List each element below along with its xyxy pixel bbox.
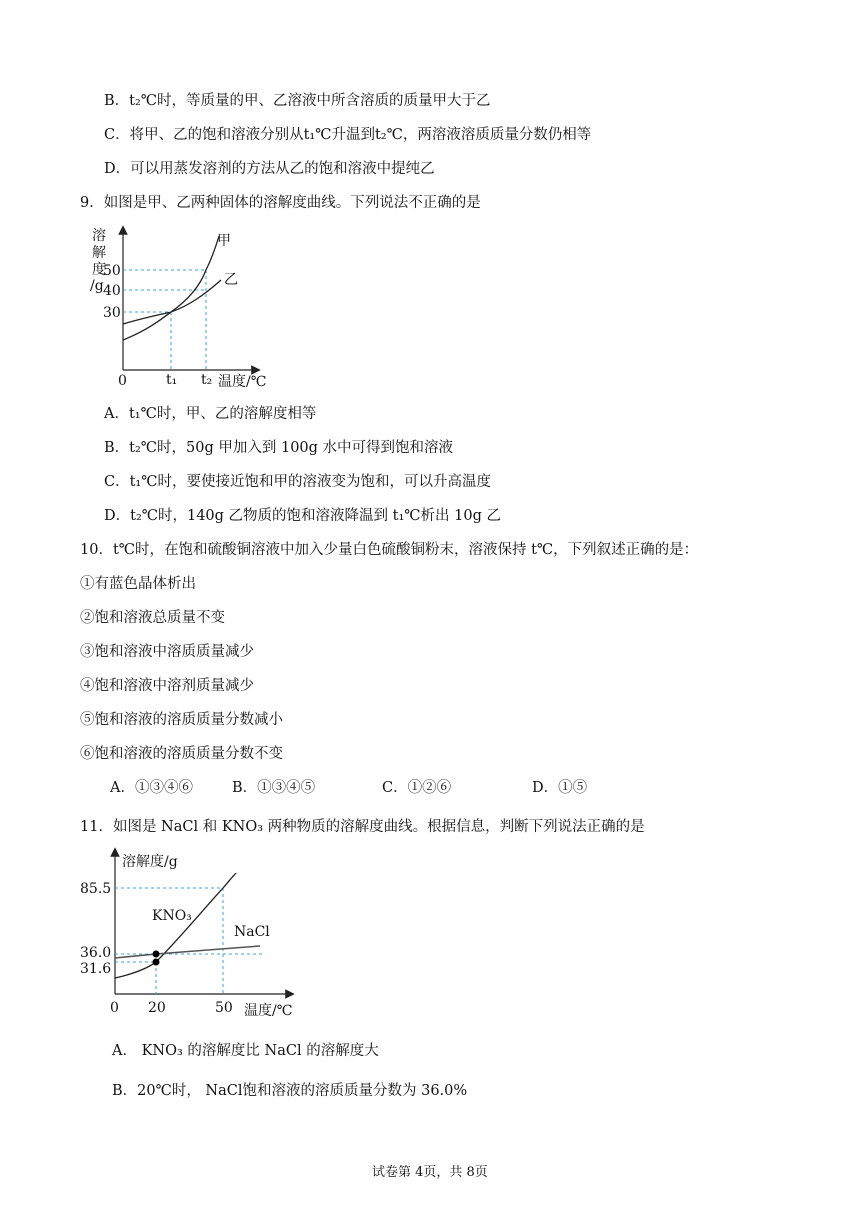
q11-x-tick-20: 20	[148, 1000, 166, 1016]
page-footer: 试卷第 4页，共 8页	[372, 1165, 488, 1180]
q9-x-label: 温度/℃	[218, 374, 267, 390]
q10-choice-c: C．①②⑥	[382, 780, 452, 796]
q11-y-tick-36-0: 36.0	[80, 945, 112, 961]
q9-y-label-2: 解	[92, 245, 106, 261]
q11-y-tick-31-6: 31.6	[80, 961, 112, 977]
q10-statement-1: ①有蓝色晶体析出	[80, 576, 196, 592]
q9-stem: 9．如图是甲、乙两种固体的溶解度曲线。下列说法不正确的是	[80, 195, 481, 211]
q9-label-yi: 乙	[224, 272, 238, 288]
q9-y-label-3: 度	[92, 262, 106, 278]
q8-option-c: C．将甲、乙的饱和溶液分别从t₁℃升温到t₂℃，两溶液溶质质量分数仍相等	[104, 127, 592, 143]
q9-x-tick-t2: t₂	[201, 372, 213, 388]
q9-option-c: C．t₁℃时，要使接近饱和甲的溶液变为饱和，可以升高温度	[104, 474, 491, 490]
q10-statement-4: ④饱和溶液中溶剂质量减少	[80, 678, 254, 694]
q9-origin: 0	[118, 373, 127, 389]
q9-y-label-4: /g	[90, 278, 104, 294]
q11-y-tick-85-5: 85.5	[80, 881, 112, 897]
q11-origin: 0	[110, 1000, 119, 1016]
q9-y-tick-50: 50	[103, 263, 121, 279]
q11-x-tick-50: 50	[215, 1000, 233, 1016]
q9-option-d: D．t₂℃时，140g 乙物质的饱和溶液降温到 t₁℃析出 10g 乙	[104, 508, 501, 524]
q10-choice-a: A．①③④⑥	[110, 780, 193, 796]
q11-option-a: A． KNO₃ 的溶解度比 NaCl 的溶解度大	[112, 1043, 379, 1059]
q8-option-d: D．可以用蒸发溶剂的方法从乙的饱和溶液中提纯乙	[104, 161, 435, 177]
q9-label-jia: 甲	[217, 233, 231, 249]
q11-y-label: 溶解度/g	[122, 854, 178, 870]
q9-y-tick-40: 40	[103, 283, 121, 299]
q10-stem: 10．t℃时，在饱和硫酸铜溶液中加入少量白色硫酸铜粉末，溶液保持 t℃，下列叙述正确的是：	[80, 542, 699, 558]
q11-point-nacl-20	[153, 951, 160, 958]
q11-x-label: 温度/℃	[244, 1003, 293, 1019]
q11-curve-nacl	[115, 946, 260, 958]
q10-statement-5: ⑤饱和溶液的溶质质量分数减小	[80, 712, 283, 728]
q10-statement-3: ③饱和溶液中溶质质量减少	[80, 644, 254, 660]
q8-option-b: B．t₂℃时，等质量的甲、乙溶液中所含溶质的质量甲大于乙	[104, 93, 491, 109]
q11-label-kno3: KNO₃	[152, 908, 192, 924]
q9-x-tick-t1: t₁	[166, 372, 178, 388]
q9-y-label-1: 溶	[92, 228, 106, 244]
q10-statement-2: ②饱和溶液总质量不变	[80, 610, 225, 626]
q10-choice-b: B．①③④⑤	[232, 780, 316, 796]
q11-stem: 11．如图是 NaCl 和 KNO₃ 两种物质的溶解度曲线。根据信息，判断下列说法正确的是	[80, 819, 645, 835]
q9-option-a: A．t₁℃时，甲、乙的溶解度相等	[104, 406, 317, 422]
q9-option-b: B．t₂℃时，50g 甲加入到 100g 水中可得到饱和溶液	[104, 440, 454, 456]
q11-option-b: B．20℃时， NaCl饱和溶液的溶质质量分数为 36.0%	[112, 1083, 468, 1099]
q10-choice-d: D．①⑤	[532, 780, 588, 796]
q11-label-nacl: NaCl	[234, 924, 270, 940]
q9-solubility-figure	[78, 222, 278, 392]
q9-y-tick-30: 30	[103, 305, 121, 321]
q10-statement-6: ⑥饱和溶液的溶质质量分数不变	[80, 746, 283, 762]
q11-point-kno3-20	[153, 959, 160, 966]
q11-solubility-figure	[78, 846, 308, 1024]
